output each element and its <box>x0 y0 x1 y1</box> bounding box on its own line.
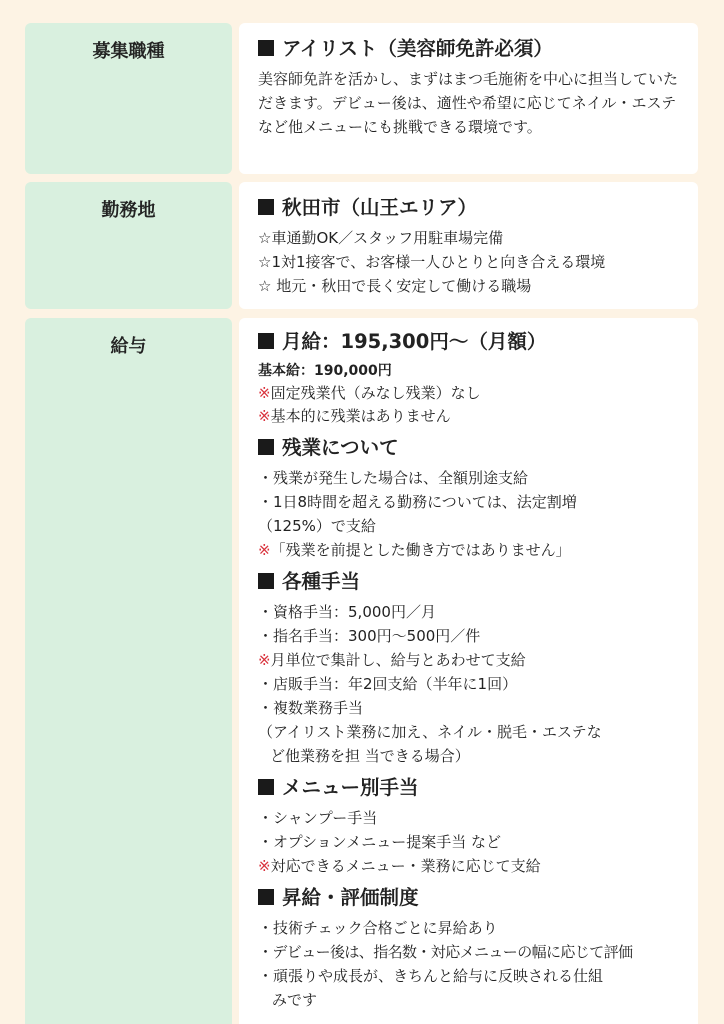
raise-item: ・技術チェック合格ごとに昇給あり <box>258 919 498 937</box>
overtime-note: ※「残業を前提とした働き方ではありません」 <box>258 541 571 559</box>
overtime-item: ・残業が発生した場合は、全額別途支給 <box>258 469 529 487</box>
location-label: 勤務地 <box>25 182 232 309</box>
menu-allowance-item: ・オプションメニュー提案手当 など <box>258 833 501 851</box>
salary-content <box>239 318 698 1024</box>
raise-title: 昇給・評価制度 <box>258 884 688 912</box>
raise-item: ・デビュー後は、指名数・対応メニューの幅に応じて評価 <box>258 943 633 961</box>
recruit-content <box>239 23 698 174</box>
square-bullet-icon <box>258 779 274 795</box>
menu-allowance-note: ※対応できるメニュー・業務に応じて支給 <box>258 857 541 875</box>
overtime-title: 残業について <box>258 434 688 462</box>
allowances-title: 各種手当 <box>258 568 688 596</box>
location-title: 秋田市（山王エリア） <box>258 194 688 222</box>
recruit-body: 美容師免許を活かし、まずはまつ毛施術を中心に担当していただきます。デビュー後は、適性や希望に応じてネイル・エステなど他メニューにも挑戦できる環境です。 <box>258 70 679 136</box>
location-item: ☆車通勤OK／スタッフ用駐車場完備 <box>258 229 504 247</box>
location-item: ☆ 地元・秋田で長く安定して働ける職場 <box>258 277 532 295</box>
allowance-item-cont: （アイリスト業務に加え、ネイル・脱毛・エステな <box>258 723 602 741</box>
salary-row <box>25 318 698 1024</box>
salary-note: ※固定残業代（みなし残業）なし <box>258 384 481 402</box>
menu-allowance-title: メニュー別手当 <box>258 774 688 802</box>
salary-label: 給与 <box>25 318 232 1024</box>
location-item: ☆1対1接客で、お客様一人ひとりと向き合える環境 <box>258 253 606 271</box>
recruit-title: アイリスト（美容師免許必須） <box>258 35 688 63</box>
allowance-item: ・複数業務手当 <box>258 699 364 717</box>
salary-title: 月給：195,300円〜（月額） <box>258 328 688 356</box>
square-bullet-icon <box>258 40 274 56</box>
square-bullet-icon <box>258 889 274 905</box>
menu-allowance-item: ・シャンプー手当 <box>258 809 378 827</box>
allowance-item: ・店販手当：年2回支給（半年に1回） <box>258 675 518 693</box>
allowance-item-cont: ど他業務を担 当できる場合） <box>270 747 470 765</box>
recruit-label: 募集職種 <box>25 23 232 174</box>
allowance-note: ※月単位で集計し、給与とあわせて支給 <box>258 651 526 669</box>
raise-item-cont: みです <box>272 991 318 1009</box>
overtime-item-cont: （125%）で支給 <box>258 517 376 535</box>
overtime-item: ・1日8時間を超える勤務については、法定割増 <box>258 493 577 511</box>
raise-item: ・頑張りや成長が、きちんと給与に反映される仕組 <box>258 967 604 985</box>
recruit-row <box>25 23 698 174</box>
square-bullet-icon <box>258 573 274 589</box>
square-bullet-icon <box>258 439 274 455</box>
location-row <box>25 182 698 309</box>
square-bullet-icon <box>258 199 274 215</box>
allowance-item: ・資格手当：5,000円／月 <box>258 603 436 621</box>
square-bullet-icon <box>258 333 274 349</box>
salary-note: ※基本的に残業はありません <box>258 407 451 425</box>
location-content <box>239 182 698 309</box>
allowance-item: ・指名手当：300円〜500円／件 <box>258 627 481 645</box>
base-pay: 基本給：190,000円 <box>258 363 392 379</box>
